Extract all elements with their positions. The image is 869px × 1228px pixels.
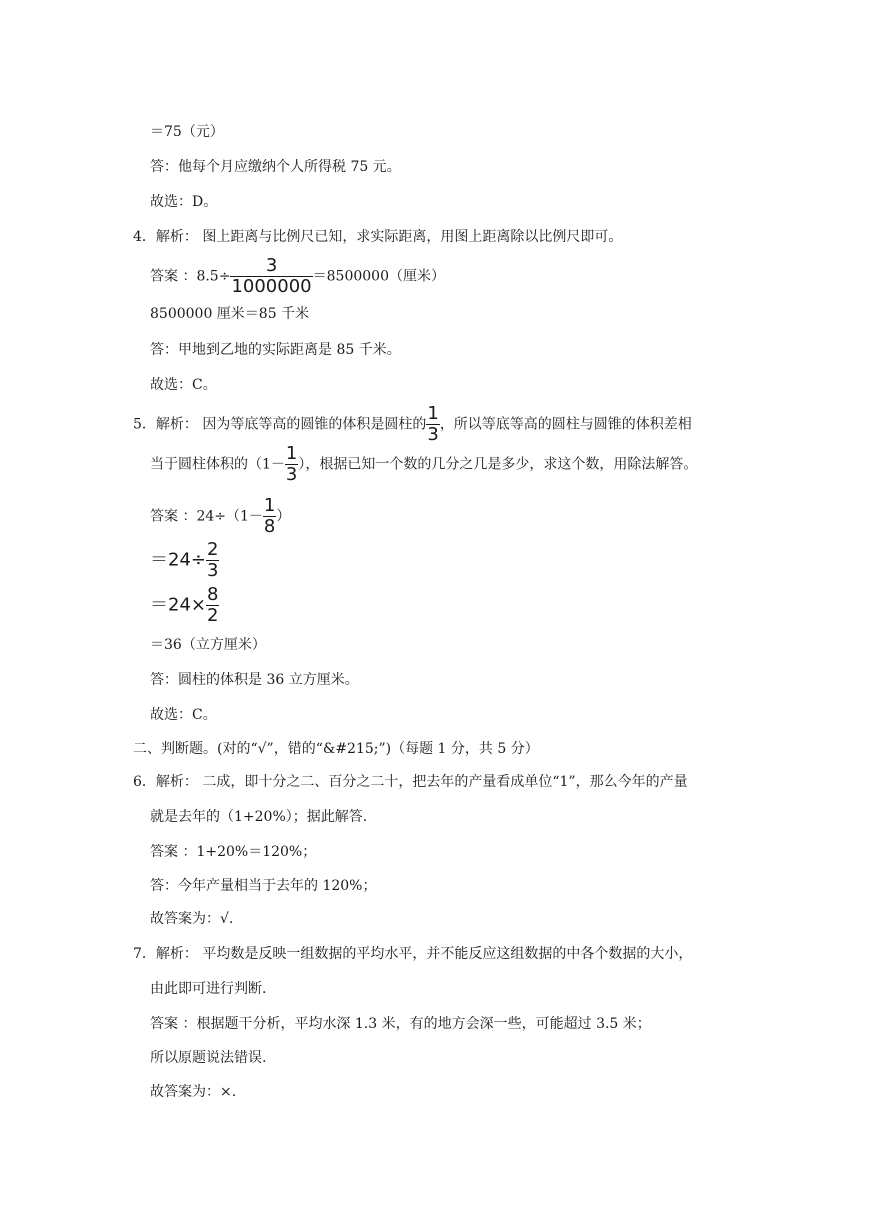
q7-analysis-line1: 7．解析： 平均数是反映一组数据的平均水平，并不能反应这组数据的中各个数据的大小， bbox=[133, 946, 693, 962]
q7-answer-formula: 答案 ：根据题干分析，平均水深 1.3 米，有的地方会深一些，可能超过 3.5 米； bbox=[150, 1016, 651, 1032]
q5-fraction-5 bbox=[206, 585, 219, 626]
q5-answer-suffix: ） bbox=[276, 508, 291, 525]
q5-fraction-3-numerator: 1 bbox=[263, 495, 276, 516]
q5-fraction-1 bbox=[426, 404, 439, 445]
q4-answer-suffix: ＝8500000（厘米） bbox=[312, 268, 445, 285]
q5-fraction-4-numerator: 2 bbox=[207, 539, 219, 560]
q5-analysis-prefix: 5．解析： 因为等底等高的圆锥的体积是圆柱的 bbox=[133, 416, 427, 433]
q5-fraction-4 bbox=[206, 540, 219, 581]
q5-analysis-line2 bbox=[150, 444, 697, 485]
q5-choice: 故选：C。 bbox=[150, 707, 217, 723]
q4-answer-prefix: 答案 ：8.5÷ bbox=[150, 268, 231, 285]
q4-answer: 答：甲地到乙地的实际距离是 85 千米。 bbox=[150, 342, 401, 358]
q5-answer-formula bbox=[150, 496, 290, 537]
q4-fraction bbox=[230, 256, 312, 297]
q5-answer: 答：圆柱的体积是 36 立方厘米。 bbox=[150, 672, 359, 688]
q5-step-1-prefix: ＝24÷ bbox=[150, 549, 206, 571]
q4-fraction-denominator: 1000000 bbox=[231, 276, 312, 297]
q6-choice: 故答案为：√. bbox=[150, 911, 234, 927]
q5-fraction-2 bbox=[285, 444, 298, 485]
q5-analysis2-prefix: 当于圆柱体积的（1－ bbox=[150, 456, 285, 473]
q5-fraction-5-numerator: 8 bbox=[207, 584, 219, 605]
q6-answer-formula: 答案 ：1+20%＝120%； bbox=[150, 844, 317, 860]
q4-analysis: 4．解析： 图上距离与比例尺已知，求实际距离，用图上距离除以比例尺即可。 bbox=[133, 229, 623, 245]
q5-fraction-3-denominator: 8 bbox=[263, 516, 276, 537]
q4-fraction-numerator: 3 bbox=[230, 256, 312, 277]
q5-step-2 bbox=[150, 585, 219, 626]
q5-fraction-3 bbox=[263, 496, 276, 537]
q5-fraction-5-denominator: 2 bbox=[207, 605, 219, 626]
q6-analysis-line1: 6．解析： 二成，即十分之二、百分之二十，把去年的产量看成单位“1”，那么今年的产量 bbox=[133, 774, 688, 790]
q5-analysis2-suffix: ），根据已知一个数的几分之几是多少，求这个数，用除法解答。 bbox=[298, 456, 698, 473]
q5-fraction-2-numerator: 1 bbox=[285, 443, 298, 464]
q5-step-2-prefix: ＝24× bbox=[150, 594, 206, 616]
q4-conversion: 8500000 厘米＝85 千米 bbox=[150, 306, 310, 322]
q5-analysis-line1 bbox=[133, 404, 692, 445]
q4-answer-formula bbox=[150, 256, 445, 297]
q6-analysis-line2: 就是去年的（1+20%）；据此解答. bbox=[150, 809, 368, 825]
q7-choice: 故答案为：×. bbox=[150, 1084, 237, 1100]
q5-answer-prefix: 答案 ：24÷（1－ bbox=[150, 508, 263, 525]
q5-fraction-2-denominator: 3 bbox=[285, 464, 298, 485]
q7-analysis-line2: 由此即可进行判断. bbox=[150, 981, 267, 997]
q3-step: ＝75（元） bbox=[150, 124, 224, 140]
q5-fraction-1-numerator: 1 bbox=[427, 403, 439, 424]
q4-choice: 故选：C。 bbox=[150, 377, 217, 393]
q5-step-1 bbox=[150, 540, 219, 581]
q5-analysis-suffix: ，所以等底等高的圆柱与圆锥的体积差相 bbox=[439, 416, 692, 433]
q5-step-3: ＝36（立方厘米） bbox=[150, 637, 266, 653]
q3-choice: 故选：D。 bbox=[150, 194, 218, 210]
q3-answer: 答：他每个月应缴纳个人所得税 75 元。 bbox=[150, 159, 401, 175]
q5-fraction-4-denominator: 3 bbox=[207, 560, 219, 581]
section-heading: 二、判断题。(对的“√”，错的“&#215;”)（每题 1 分，共 5 分） bbox=[133, 741, 539, 757]
q6-answer: 答：今年产量相当于去年的 120%； bbox=[150, 878, 377, 894]
q5-fraction-1-denominator: 3 bbox=[427, 424, 439, 445]
q7-conclusion: 所以原题说法错误. bbox=[150, 1050, 267, 1066]
